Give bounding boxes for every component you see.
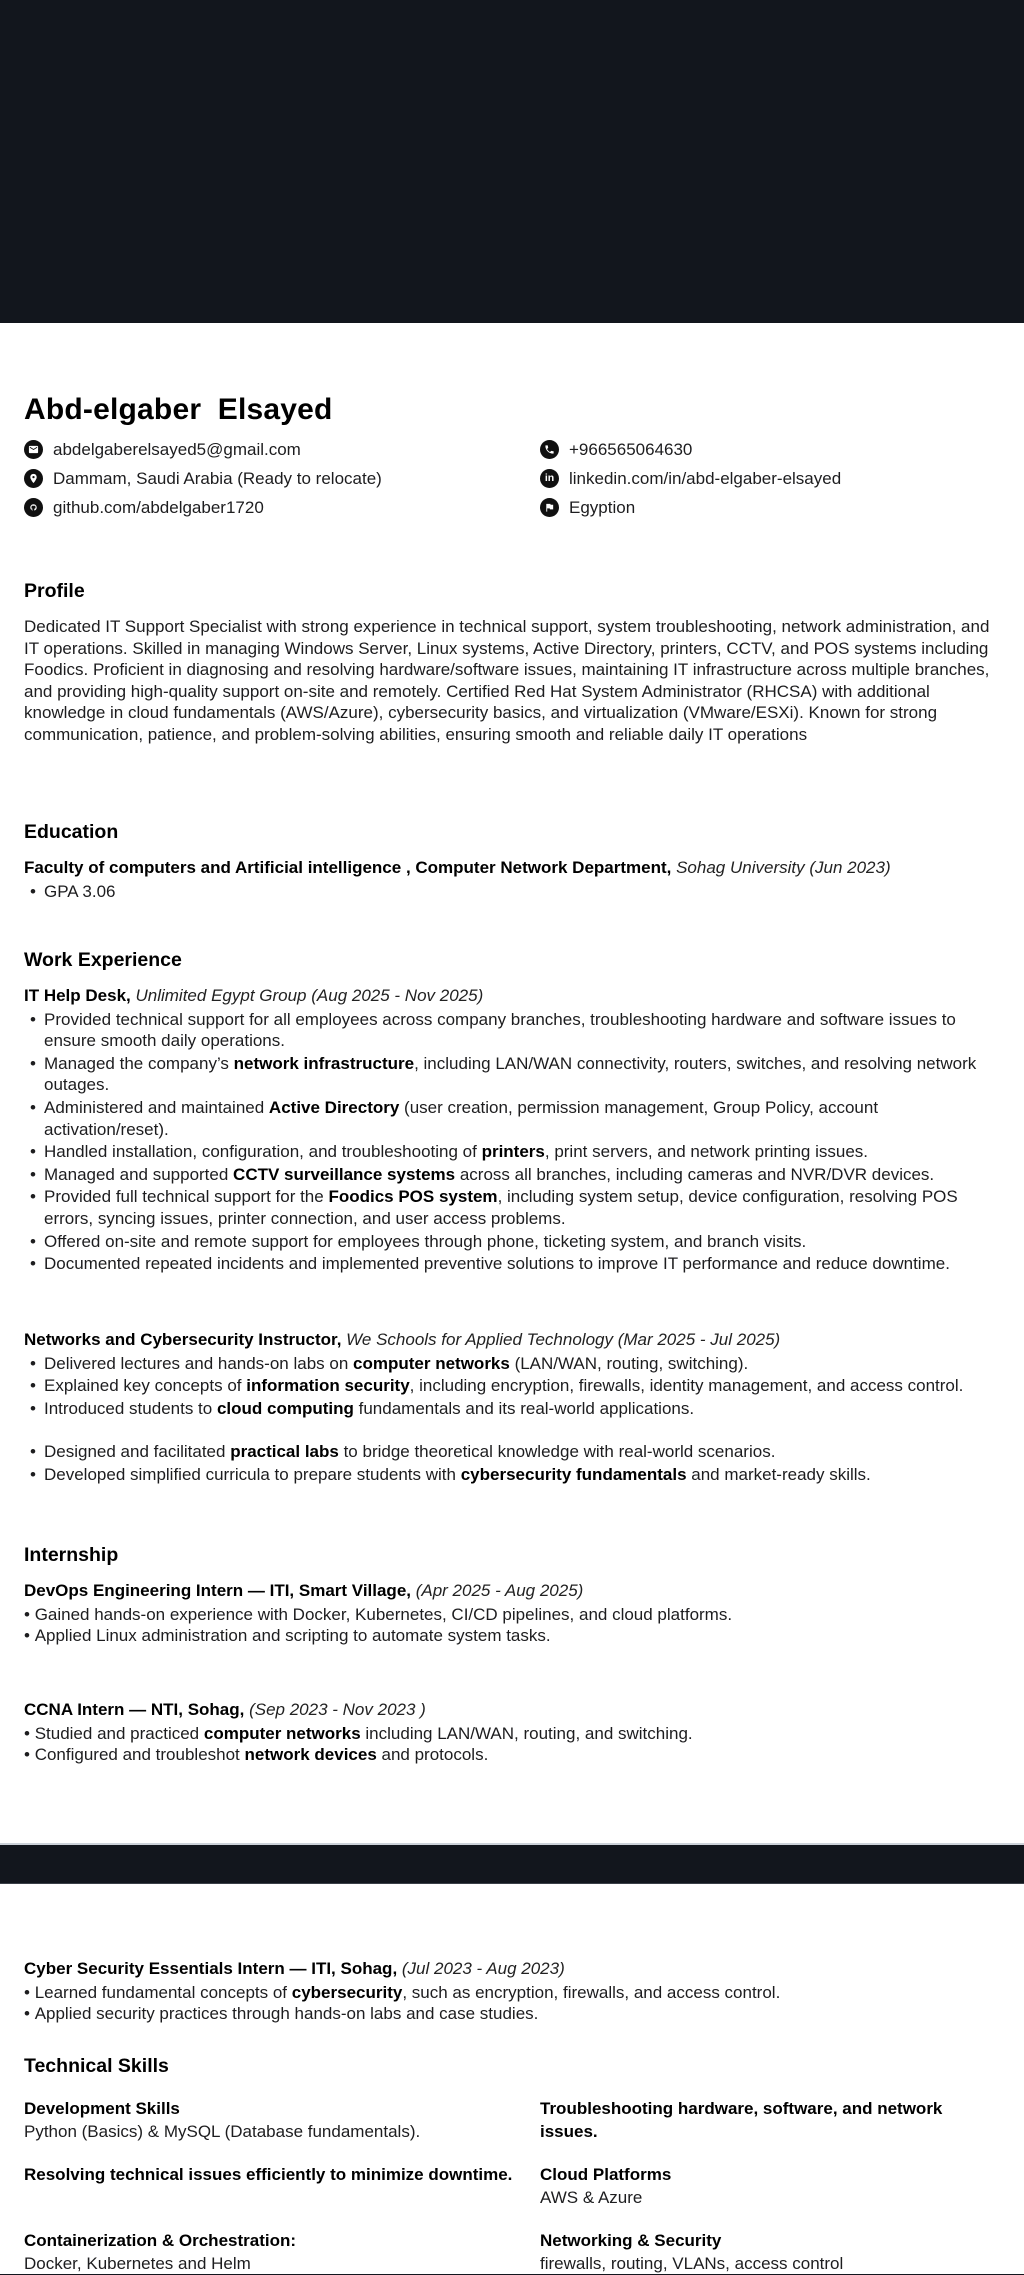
internship-title: CCNA Intern — NTI, Sohag, (Sep 2023 - Nov 2023 ) [24,1700,426,1719]
candidate-name: Abd-elgaber Elsayed [24,393,333,426]
contact-location-text: Dammam, Saudi Arabia (Ready to relocate) [53,468,382,488]
github-icon [24,498,43,517]
job-bullet: • Designed and facilitated practical labs to bridge theoretical knowledge with real-world scenarios. [44,1441,994,1463]
internship-bullet: • Applied Linux administration and scripting to automate system tasks. [24,1625,994,1647]
contact-info [24,435,994,522]
profile-section [24,579,994,746]
location-icon [24,469,43,488]
internship-section [24,1543,994,1647]
skill-title: Resolving technical issues efficiently to minimize downtime. [24,2165,513,2184]
contact-item-location [24,464,540,493]
internship-devops [24,1580,994,1647]
contact-column-right [540,435,994,522]
internship-heading: Internship [24,1544,119,1566]
skill-cell [540,2230,994,2275]
contact-item-github [24,493,540,522]
job-bullet: • Handled installation, configuration, and troubleshooting of printers, print servers, and network printing issues. [44,1141,994,1163]
contact-column-left [24,435,540,522]
contact-item-email [24,435,540,464]
work-experience-section [24,948,994,1276]
job-bullet: • Managed and supported CCTV surveillance systems across all branches, including cameras and NVR/DVR devices. [44,1164,994,1186]
profile-heading: Profile [24,580,85,602]
internship-bullet: • Configured and troubleshot network devices and protocols. [24,1744,994,1766]
linkedin-icon: in [540,469,559,488]
resume-page-1 [0,323,1024,1843]
skill-desc: firewalls, routing, VLANs, access control [540,2253,844,2273]
skill-desc: Docker, Kubernetes and Helm [24,2253,251,2273]
technical-skills-section [24,2054,994,2275]
internship-title: Cyber Security Essentials Intern — ITI, Sohag, (Jul 2023 - Aug 2023) [24,1959,565,1978]
internship-bullet: • Gained hands-on experience with Docker, Kubernetes, CI/CD pipelines, and cloud platforms. [24,1604,994,1626]
phone-icon [540,440,559,459]
job-bullet: • Provided full technical support for the Foodics POS system, including system setup, device configuration, resolving POS errors, syncing issues, printer connection, and user access problems. [44,1186,994,1229]
skill-title: Troubleshooting hardware, software, and network issues. [540,2099,943,2141]
job-title: IT Help Desk, Unlimited Egypt Group (Aug 2025 - Nov 2025) [24,986,484,1005]
job-title: Networks and Cybersecurity Instructor, We Schools for Applied Technology (Mar 2025 - Jul 2025) [24,1330,781,1349]
job-bullet: • Managed the company’s network infrastructure, including LAN/WAN connectivity, routers, switches, and resolving network outages. [44,1053,994,1096]
skill-cell [24,2098,540,2143]
page-separator [0,1843,1024,1884]
internship-cybersecurity [24,1958,994,2025]
job-bullet: • Delivered lectures and hands-on labs on computer networks (LAN/WAN, routing, switching). [44,1353,994,1375]
internship-ccna [24,1699,994,1766]
profile-text: Dedicated IT Support Specialist with strong experience in technical support, system troubleshooting, network administration, and IT operations. Skilled in managing Windows Server, Linux systems, Active Directory, printers, CCTV, and POS systems including Foodics. Proficient in diagnosing and resolving hardware/software issues, maintaining IT infrastructure across multiple branches, and providing high-quality support on-site and remotely. Certified Red Hat System Administrator (RHCSA) with additional knowledge in cloud fundamentals (AWS/Azure), cybersecurity basics, and virtualization (VMware/ESXi). Known for strong communication, patience, and problem-solving abilities, ensuring smooth and reliable daily IT operations [24,617,990,744]
skills-grid [24,2098,994,2275]
contact-item-linkedin [540,464,994,493]
job-bullet: • Documented repeated incidents and implemented preventive solutions to improve IT performance and reduce downtime. [44,1253,994,1275]
contact-item-nationality [540,493,994,522]
education-bullet: • GPA 3.06 [44,881,994,903]
job-bullet-list [24,1353,994,1486]
internship-bullet: • Applied security practices through hands-on labs and case studies. [24,2003,994,2025]
internship-bullet: • Studied and practiced computer networks including LAN/WAN, routing, and switching. [24,1723,994,1745]
internship-title: DevOps Engineering Intern — ITI, Smart Village, (Apr 2025 - Aug 2025) [24,1581,584,1600]
contact-item-phone [540,435,994,464]
internship-bullet: • Learned fundamental concepts of cybersecurity, such as encryption, firewalls, and access control. [24,1982,994,2004]
skill-title: Containerization & Orchestration: [24,2231,297,2250]
job-bullet: • Administered and maintained Active Directory (user creation, permission management, Group Policy, account activation/reset). [44,1097,994,1140]
education-entry-title: Faculty of computers and Artificial intelligence , Computer Network Department, Sohag University (Jun 2023) [24,858,891,877]
job-bullet: • Developed simplified curricula to prepare students with cybersecurity fundamentals and market-ready skills. [44,1464,994,1486]
skill-cell [24,2164,540,2209]
education-bullet-list [24,881,994,903]
job-bullet: • Explained key concepts of information security, including encryption, firewalls, identity management, and access control. [44,1375,994,1397]
skill-title: Cloud Platforms [540,2165,672,2184]
skill-desc: Python (Basics) & MySQL (Database fundamentals). [24,2121,421,2141]
skill-cell [540,2164,994,2209]
job-it-help-desk [24,985,994,1275]
skill-cell [24,2230,540,2275]
viewer-background-top [0,0,1024,323]
job-bullet: • Offered on-site and remote support for employees through phone, ticketing system, and branch visits. [44,1231,994,1253]
contact-github-text: github.com/abdelgaber1720 [53,497,264,517]
contact-phone-text: +966565064630 [569,439,693,459]
contact-email-text: abdelgaberelsayed5@gmail.com [53,439,301,459]
skill-desc: AWS & Azure [540,2187,643,2207]
contact-linkedin-text: linkedin.com/in/abd-elgaber-elsayed [569,468,842,488]
contact-nationality-text: Egyption [569,497,636,517]
job-bullet: • Provided technical support for all employees across company branches, troubleshooting hardware and software issues to ensure smooth daily operations. [44,1009,994,1052]
job-bullet: • Introduced students to cloud computing fundamentals and its real-world applications. [44,1398,994,1420]
technical-skills-heading: Technical Skills [24,2055,169,2077]
resume-page-2 [0,1884,1024,2274]
education-heading: Education [24,821,119,843]
header-section [24,393,994,427]
work-experience-heading: Work Experience [24,949,182,971]
job-bullet-list [24,1009,994,1275]
email-icon [24,440,43,459]
job-instructor [24,1329,994,1487]
skill-title: Networking & Security [540,2231,722,2250]
education-section [24,820,994,903]
skill-title: Development Skills [24,2099,180,2118]
flag-icon [540,498,559,517]
skill-cell [540,2098,994,2143]
